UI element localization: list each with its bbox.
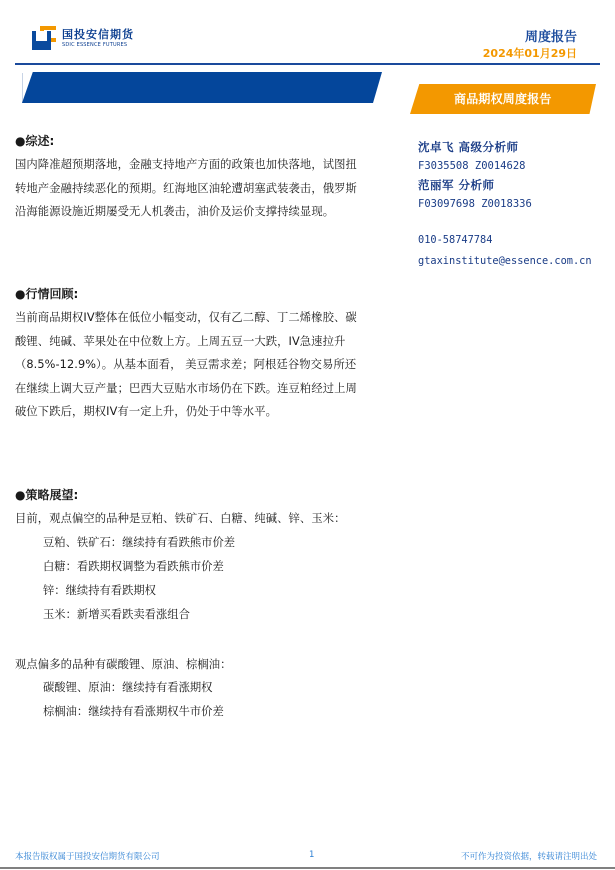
bullish-intro: 观点偏多的品种有碳酸锂、原油、棕榈油：: [15, 657, 232, 671]
page-footer: [0, 848, 615, 864]
analyst-panel: [418, 138, 613, 272]
analyst-name: 沈卓飞 高级分析师: [418, 140, 519, 154]
section-title-strategy: ●策略展望:: [15, 488, 79, 502]
bearish-intro: 目前，观点偏空的品种是豆粕、铁矿石、白糖、纯碱、锌、玉米：: [15, 512, 346, 525]
contact-phone: 010-58747784: [418, 234, 493, 246]
bearish-item: 白糖：看跌期权调整为看跌熊市价差: [43, 559, 224, 573]
banner-edge: [22, 73, 23, 103]
bullish-item: 棕榈油：继续持有看涨期权牛市价差: [43, 705, 224, 718]
section-title-market-review: ●行情回顾:: [15, 287, 79, 301]
bullish-item: 碳酸锂、原油：继续持有看涨期权: [43, 681, 213, 694]
page-number: 1: [309, 850, 315, 860]
section-summary: [15, 130, 360, 224]
company-logo: [32, 24, 134, 52]
section-strategy: [15, 484, 375, 724]
footer-divider: [0, 867, 615, 869]
bearish-item: 玉米：新增买看跌卖看涨组合: [43, 607, 190, 621]
banner-title: 商品期权周度报告: [454, 92, 552, 106]
bearish-item: 豆粕、铁矿石：继续持有看跌熊市价差: [43, 535, 236, 549]
market-review-text: 当前商品期权IV整体在低位小幅变动，仅有乙二醇、丁二烯橡胶、碳酸锂、纯碱、苹果处在中位数上方。上周五豆一大跌，IV急速拉升（8.5%-12.9%）。从基本面看， 美豆需求差；阿根廷谷物交易所还在继续上调大豆产量；巴西大豆贴水市场仍在下跌。连豆粕经过上周破位下跌后，期权IV有一定上升，仍处于中等水平。: [15, 311, 357, 418]
analyst-license-ids: F3035508 Z0014628: [418, 160, 526, 172]
contact-email[interactable]: gtaxinstitute@essence.com.cn: [418, 255, 592, 267]
footer-copyright: 本报告版权属于国投安信期货有限公司: [15, 852, 160, 862]
bearish-item: 锌：继续持有看跌期权: [43, 583, 156, 597]
summary-text: 国内降准超预期落地，金融支持地产方面的政策也加快落地，试图扭转地产金融持续恶化的预期。红海地区油轮遭胡塞武装袭击，俄罗斯沿海能源设施近期屡受无人机袭击，油价及运价支撑持续显现。: [15, 158, 357, 218]
logo-english-name: SDIC ESSENCE FUTURES: [62, 41, 128, 48]
header-divider: [15, 63, 600, 65]
banner-blue-stripe: [22, 72, 382, 103]
report-type: 周度报告: [524, 30, 577, 45]
analyst-name: 范丽军 分析师: [418, 178, 495, 192]
section-market-review: [15, 283, 360, 424]
footer-disclaimer: 不可作为投资依据，转载请注明出处: [460, 852, 597, 862]
logo-mark-icon: [32, 26, 56, 50]
analyst-license-ids: F03097698 Z0018336: [418, 198, 532, 210]
section-title-summary: ●综述:: [15, 134, 55, 148]
report-date: 2024年01月29日: [482, 47, 577, 60]
logo-chinese-name: 国投安信期货: [62, 27, 134, 41]
